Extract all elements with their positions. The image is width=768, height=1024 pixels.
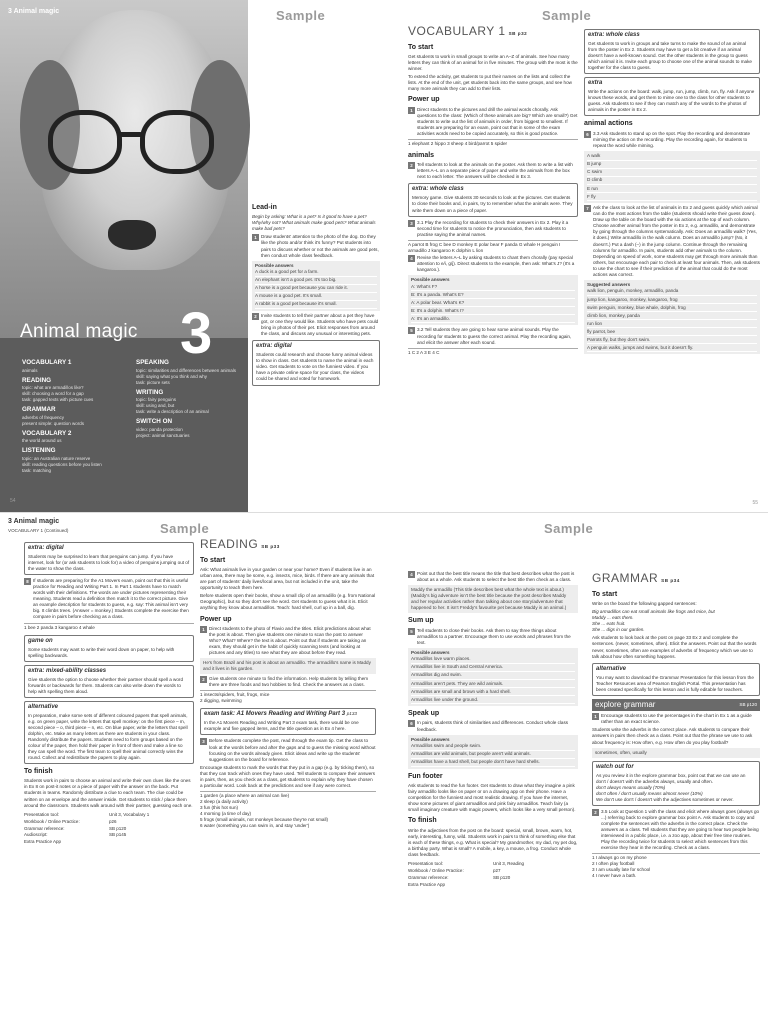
extra-digital-box: extra: digital Students could research and choose funny animal videos to show in class. Get students to name the animal in each video. Get students to vote on the funniest video. If you have a private online space for your class, the videos could be shared and voted for homework. [252, 340, 380, 385]
grammar-to-start-text: Write on the board the following gapped sentences: [592, 601, 697, 607]
reading-page [0, 513, 384, 1024]
lead-in-intro: Begin by asking: What is a pet? Is it good to have a pet? Why/why not? What animals make good pets? What animals make bad pets? [252, 214, 376, 232]
page-number-right: 55 [752, 500, 758, 506]
reading-step-1: 1 Direct students to the photo of Flavio and the titles. Elicit predictions about what the post is about. Then give students one minute to scan the post to answer Who? What? Where? the text is about. Point out that if students are taking an exam, they should get in the habit of quickly scanning texts (and looking at pictures and any titles) to see what they are about before they read. [200, 626, 376, 656]
contents-vocab2: VOCABULARY 2 the world around us [22, 429, 72, 444]
vocab1-step-8-answers: 1 bee 2 panda 3 kangaroo 4 whale [24, 623, 194, 632]
vocab1-column-right [584, 26, 760, 508]
to-finish-heading: To finish [24, 768, 53, 776]
grammar-step-1-answer: sometimes, often, usually [592, 748, 760, 758]
glasses-bridge [118, 132, 142, 137]
reading-step-5-answers: Possible answers Armadillos love warm places. Armadillos live in South and Central America. Armadillos dig and swim. Armadillos aren't pets. They are wild animals. Armadillos are small and brown with a hard shell. Armadillos live under the ground. [408, 648, 578, 706]
vocabulary-1-page [384, 0, 768, 512]
vocab1-step-6: 6 3.3 Ask students to stand up on the spot. Play the recording and demonstrate miming the action on the recording. Play the recording again, for students to repeat the word while miming. [584, 131, 760, 149]
game-on-box: game on Some students may want to write their word down on paper, to help with spelling backwards. [24, 635, 194, 662]
reading-step-2-answers: 1 insects/spiders, fruit, frogs, mice 2 digging, swimming [200, 690, 376, 705]
reading-step-1-answer: He's from Brazil and his post is about an armadillo. The armadillo's name is Maddy and it lives in his garden. [200, 658, 376, 674]
page-number-left: 54 [10, 498, 16, 504]
lead-in-column [252, 200, 380, 508]
reading-to-start-heading: To start [200, 556, 226, 564]
reading-step-4: 4 Point out that the best title means the title that best describes what the post is about as a whole. Ask students to select the best title then check as a class. [408, 571, 578, 583]
to-start-text-2: To extend the activity, get students to put their names on the lists and collect the lists. At the end of the unit, get students back into the same groups, and see how many more animals they can add to their lists. [408, 74, 572, 92]
reading-step-6-answers: Possible answers Armadillos swim and people swim. Armadillos are wild animals, but people aren't wild animals. Armadillos have a hard shell, but people don't have hard shells. [408, 735, 578, 769]
reading-to-finish-text: Write the adjectives from the post on the board: special, small, brown, warm, hot, early, interesting, funny, wild. Students work in pairs to think of something else that is each of these things, e.g. What is special? My grandmother, my dad, my pet dog, a birthday party. What is small? A mobile, a key, a mouse, a frog. Conduct whole class feedback. [408, 827, 578, 857]
vocab1-step-7-answers: Suggested answers walk lion, penguin, monkey, armadillo, panda jump lion, kangaroo, monkey, kangaroo, frog swim penguin, monkey, blue whale, dolphin, frog climb lion, monkey, panda run lion fly parrot, bee Parrots fly, but they don't swim. A penguin walks, jumps and swims, but it doesn't fly. [584, 280, 760, 355]
explore-grammar-bar: explore grammar SB p120 [592, 699, 760, 712]
reading-step-6: 6 In pairs, students think of similarities and differences. Conduct whole class feedback. [408, 720, 578, 732]
mixed-ability-box: extra: mixed-ability classes Give students the option to choose whether their partner should spell a word forwards or backwards for them. Students can also write down the words to help with spelling them aloud. [24, 665, 194, 698]
to-finish-text: Students work in pairs to choose an animal and write their own clues like the ones in Ex 8 on post-it notes or a piece of paper with the answer on the back. Put students in teams. Randomly distribute a clue to each team. The clue could be written on an envelope and the answer inside. Get students to stick / place them around the classroom. Students walk around with their partner, guessing each one. [24, 778, 193, 808]
extra-digital-penguin-box: extra: digital Students may be surprised to learn that penguins can jump. If you have internet, look for (or ask students to look for) a video of penguins jumping out of the water to show the class. [24, 542, 194, 575]
unit-tab-label: 3 Animal magic [8, 8, 60, 15]
reading-step-3: 3 Before students complete the post, read through the exam tip. Get the class to look at the words before and after the gaps and to guess the missing word without focusing on the words already given. Elicit ideas and write up the students' suggestions on the board for reference. [200, 738, 376, 762]
reading-to-finish-heading: To finish [408, 817, 437, 825]
resource-references: Presentation tool: Unit 3, Vocabulary 1 Workbook / Online Practice: p26 Grammar reference: SB p120 Audioscript: SB p145 Extra Practice App [24, 811, 150, 845]
grammar-step-1b: Students write the adverbs in the correct place. Ask students to compare their answers in pairs then check as a class. Point out that the phrase we use to ask about frequency is: How often, e.g. How often do you play football? [592, 727, 753, 745]
vocab1-step-1-answers: 1 elephant 2 hippo 3 sheep 4 bird/parrot 5 spider [408, 139, 578, 148]
fun-footer-heading: Fun footer [408, 772, 443, 780]
vocab1-step-5-answers: 1 C 2 A 3 E 4 C [408, 348, 578, 357]
reading-step-4-answer: Maddy the armadillo (This title describes best what the whole text is about.) (Maddy's big adventure isn't the best title because the post describes Maddy and her regular activities rather than talking about one story/adventure that happened to her. It isn't Freddy's favourite pet because Maddy is an animal.) [408, 585, 578, 613]
grammar-alternative-box: alternative You may want to download the Grammar Presentation for this lesson from the Teacher Resources area of Pearson English Portal. This presentation has been created specifically for this lesson and is fully editable for teachers. [592, 663, 760, 696]
grammar-step-2-answers: 1 I always go on my phone 2 I often play football 3 I am usually late for school 4 I never have a bath. [592, 853, 760, 880]
sample-watermark: Sample [542, 8, 592, 23]
running-subhead: VOCABULARY 1 (Continued) [8, 528, 69, 533]
vocab1-continued-column [24, 539, 194, 1021]
fun-footer-text: Ask students to read the fun footer. Get students to draw what they imagine a pink fairy armadillo looks like on paper or on a drawing app on their phone. Have a competition for the funniest and most realistic drawing. If you have the internet, show some pictures of giant armadillos and pink fairy armadillos. Teach fairy (a small imaginary creature with magic powers, which looks like a very small person). [408, 783, 576, 813]
watch-out-box: watch out for As you review it in the explore grammar box, point out that we can use an don't / doesn't with the adverbs always, usually and often. don't always means usually (70%) don't often / don't usually means almost never (10%) We don't use don't / doesn't with the adjectives sometimes or never. [592, 761, 760, 806]
vocab1-title: VOCABULARY 1 SB p32 [408, 24, 528, 38]
reading-column [200, 537, 376, 1021]
contents-vocab1: VOCABULARY 1 animals [22, 359, 72, 373]
reading-title: READING SB p33 [200, 537, 280, 551]
running-head: 3 Animal magic [8, 518, 60, 525]
contents-reading: READING topic: what are armadillos like? skill: choosing a word for a gap task: gapped texts with picture cues [22, 376, 94, 403]
grammar-title: GRAMMAR SB p34 [592, 571, 680, 585]
bottom-spread [0, 512, 768, 1024]
vocab1-step-4-answers: Possible answers A: What's F? B: It's a panda. What's E? A: A polar bear. What's K? B: It's a dolphin. What's I? A: It's an armadillo. [408, 275, 578, 325]
extra-actions-box: extra Write the actions on the board: walk, jump, run, jump, climb, run, fly. Ask if anyone knows these words, and get them to mime one to the class for other students to guess. Ask students to see if they can match any of the words to the photos of animals in the poster in Ex 2. [584, 77, 760, 116]
vocab1-step-4: 4 Revise the letters A–L by asking students to chant them chorally (pay special attention to e/i, g/j). Direct students to the example, then ask: What's J? (It's a kangaroo.). [408, 255, 578, 273]
reading-step-3b: Encourage students to mark the words that they put in a gap (e.g. by ticking them), so that they can track which ones they have used. Tell students to compare their answers in pairs, then, as you check as a class, get students to explain why they have chosen a particular word. Look back at the predictions and see if any were correct. [200, 764, 376, 788]
to-start-text: Get students to work in small groups to write an A–Z of animals. See how many letters they can think of an animal for in five minutes. The group with the most is the winner. [408, 54, 578, 72]
grammar-to-start-heading: To start [592, 590, 618, 598]
exam-task-box: exam task: A1 Movers Reading and Writing Part 3 p133 In the A1 Movers Reading and Writing Part 3 exam task, there would be one example and five gapped items, and the title question as in Ex 4 here. [200, 708, 376, 735]
contents-writing: WRITING topic: fairy penguins skill: using and, but task: write a description of an animal [136, 388, 209, 415]
lead-in-heading: Lead-in [252, 204, 277, 211]
sample-watermark: Sample [544, 521, 594, 536]
reading-to-start-text: Ask: What animals live in your garden or near your home? Even if students live in an urban area, there may be some, e.g. insects, mice, birds. If there are any animals that are part of students' daily lives/local area, but not included in the unit, take the opportunity to teach them here. [200, 567, 375, 591]
lead-in-answers: Possible answers A duck is a good pet for a farm. An elephant isn't a good pet. It's too big. A horse is a good pet because you can ride it. A mouse is a good pet. It's small. A rabbit is a good pet because it's small. [252, 261, 380, 311]
vocab1-step-1: 1 Direct students to the pictures and drill the animal words chorally. Ask questions to the class: (Which of these animals are big? Which are small?) Get students to write out the list of animals in order, from biggest to smallest. If students are preparing for an exam, point out that in some of the exam activities words need to be copied accurately, so this is good practice. [408, 107, 578, 137]
speak-up-heading: Speak up [408, 710, 440, 718]
grammar-step-1: 1 Encourage students to use the percentages in the chart in Ex 1 as a guide rather than an exact science. [592, 713, 760, 725]
vocab1-step-3: 3 3.1 Play the recording for students to check their answers in Ex 2. Play it a second time for students to notice the pronunciation, then ask students to practise saying the animal names. [408, 220, 578, 238]
reading-to-start-text-2: Before students open their books, show a small clip of an armadillo (e.g. from National Geographic), but so they don't see the word. Get students to guess what it is. Elicit anything they know about armadillos. Teach: hard shell, curl up in a ball, dig. [200, 593, 376, 611]
reading-power-up-heading: Power up [200, 615, 232, 623]
lead-in-step-2: 2 Invite students to tell their partner about a pet they have got, or one they would like. Students who have pets could bring in photos of their pet. Elicit responses from around the class, and discuss any unusual or interesting pets. [252, 313, 380, 337]
vocab1-step-7: 7 Ask the class to look at the list of animals in Ex 2 and guess quickly which animal can do the most actions from the table (students should write their guess down). Draw up the table on the board with the six actions at the top of each column. Choose another animal from the poster in Ex 2, e.g. armadillo, and demonstrate by going through the columns systematically. Ask: Does an armadillo walk? (Yes, it does.) Write armadillo in the walk column. Does an armadillo jump? (No, it doesn't.) Put a dash (–) in the jump column. Continue through the remaining columns for armadillo. In pairs, students add other animals to the column. Depending on speed of work, some students may get through more animals than others, but encourage each pair to check at least four animals. Then, ask students to use the chart to see if their prediction of the animal that could do the most actions was correct. [584, 205, 760, 278]
power-up-heading: Power up [408, 96, 440, 104]
contents-col-2 [136, 356, 241, 439]
sum-up-heading: Sum up [408, 617, 434, 625]
animal-actions-heading: animal actions [584, 120, 633, 128]
reading-step-2: 2 Give students one minute to find the information. Help students by telling them there are three foods and two hobbies to find. Check the answers as a class. [200, 676, 376, 688]
vocab1-step-6-answers: A walk B jump C swim D climb E run F fly [584, 151, 760, 203]
grammar-column [592, 571, 760, 1021]
extra-whole-class-sound-box: extra: whole class Get students to work in groups and take turns to make the sound of an animal from the poster in Ex 2. Students may have to get a bit creative if an animal doesn't have a well-known sound. Get the other students in the group to guess which animal it is. Invite each group to choose one of the animal sounds to make together for the class to guess. [584, 29, 760, 74]
contents-col-1 [22, 356, 127, 474]
extra-whole-class-box: extra: whole class Memory game. Give students 30 seconds to look at the pictures. Get students to close their books and, in pairs, try to remember what the animals were. They write them down on a piece of paper. [408, 183, 578, 216]
alternative-box: alternative In preparation, make some sets of different coloured papers that spell animals, e.g. on green paper, write the letters that spell monkey: on the first piece – m, second piece – o, third piece – n, etc. On blue paper, write the letters that spell dolphin, etc. Make as many letters as there are students in your class. Randomly distribute the papers. Students need to form groups based on the colour of the paper, then hold their paper in front of them and make a line so they can spell the word. The first team to spell their animal correctly wins the round. Collect and redistribute the papers to play again. [24, 701, 194, 764]
contents-listening: LISTENING topic: an Australian nature reserve skill: reading questions before you listen task: matching [22, 447, 102, 474]
reading-step-3-answers: 1 garden (a place where an animal can live) 2 sleep (a daily activity) 3 fun (this hot sun) 4 morning (a time of day) 5 frogs (small animals, not monkeys because they're not small) 6 water (something you can swim in, and stay 'under') [200, 791, 376, 830]
reading-resource-references: Presentation tool: Unit 3, Reading Workbook / Online Practice: p27 Grammar reference: SB p120 Extra Practice App [408, 860, 525, 887]
contents-switch-on: SWITCH ON video: panda protection project: animal sanctuaries [136, 418, 190, 438]
grammar-step-2: 2 3.5 Look at Question 1 with the class and elicit where always goes (always go ...) referring back to explore grammar box point A. Ask students to copy and complete the sentences with the adverbs in the correct place. Check the answers as a class. Tell students that they are going to hear two people being interviewed in a public place, i.e. a zoo app, about their free time routines. Play the recording twice for students to select which sentences from this exercise they hear in the recording. Check as a class. [592, 809, 760, 851]
glasses-lens-right [140, 110, 214, 174]
glasses-lens-left [48, 110, 122, 174]
lead-in-step-1: 1 Draw students' attention to the photo of the dog. Do they like the photo and/or think it's funny? Put students into pairs to discuss whether or not the animals are good pets, then conduct whole class feedback. [252, 234, 380, 258]
vocab1-step-3-answers: A parrot B frog C bee D monkey E polar bear F panda G whale H penguin I armadillo J kangaroo K dolphin L lion [408, 240, 578, 255]
cover-page [0, 0, 384, 512]
dog-nose [108, 220, 156, 250]
unit-title: Animal magic [20, 321, 138, 342]
reading-continued-column [408, 571, 578, 1021]
reading-step-5: 5 Tell students to close their books. Ask them to say three things about armadillos to a partner. Encourage them to use words and phrases from the text. [408, 628, 578, 646]
sample-watermark: Sample [276, 8, 326, 23]
vocab1-column-left [408, 24, 578, 508]
grammar-page [384, 513, 768, 1024]
grammar-to-start-text-2: Ask students to look back at the post on page 33 Ex 2 and complete the sentences. (never, sometimes, often). Elicit the answers. Point out that the words never, sometimes, often are examples of adverbs of frequency which we use to talk about how often something happens. [592, 635, 757, 659]
to-start-heading: To start [408, 43, 434, 51]
vocab1-step-2: 2 Tell students to look at the animals on the poster. Ask them to write a list with letters A–L on a separate piece of paper and write the animals from the box next to each letter. The answers will be checked in Ex 3. [408, 162, 578, 180]
grammar-gapped-sentences: Big armadillos can eat small animals like frogs and mice, but Maddy ... eats them. She ... eats fruit. She ... digs in our garden. [592, 609, 715, 633]
animals-heading: animals [408, 152, 435, 160]
vocab1-step-8: 8 If students are preparing for the A1 Movers exam, point out that this is useful practice for Reading and Writing Part 1. In Part 1 students have to match words with their definitions. The words are under pictures representing their meaning. Students read a definition then match it to the correct picture. Give an example description for students to guess, e.g. say: This animal isn't very big. It climbs trees. (Answer = monkey.) Students complete the exercise then compare in pairs before checking as a class. [24, 578, 194, 620]
sample-watermark: Sample [160, 521, 210, 536]
contents-grammar: GRAMMAR adverbs of frequency present simple: question words [22, 406, 85, 426]
contents-speaking: SPEAKING topic: similarities and differences between animals skill: saying what you think and why task: picture sets [136, 359, 236, 385]
vocab1-step-5: 5 3.2 Tell students they are going to hear some animal sounds. Play the recording for students to guess the correct animal. Play the recording again, and elicit the answer after each sound. [408, 327, 578, 345]
unit-number: 3 [180, 301, 213, 366]
